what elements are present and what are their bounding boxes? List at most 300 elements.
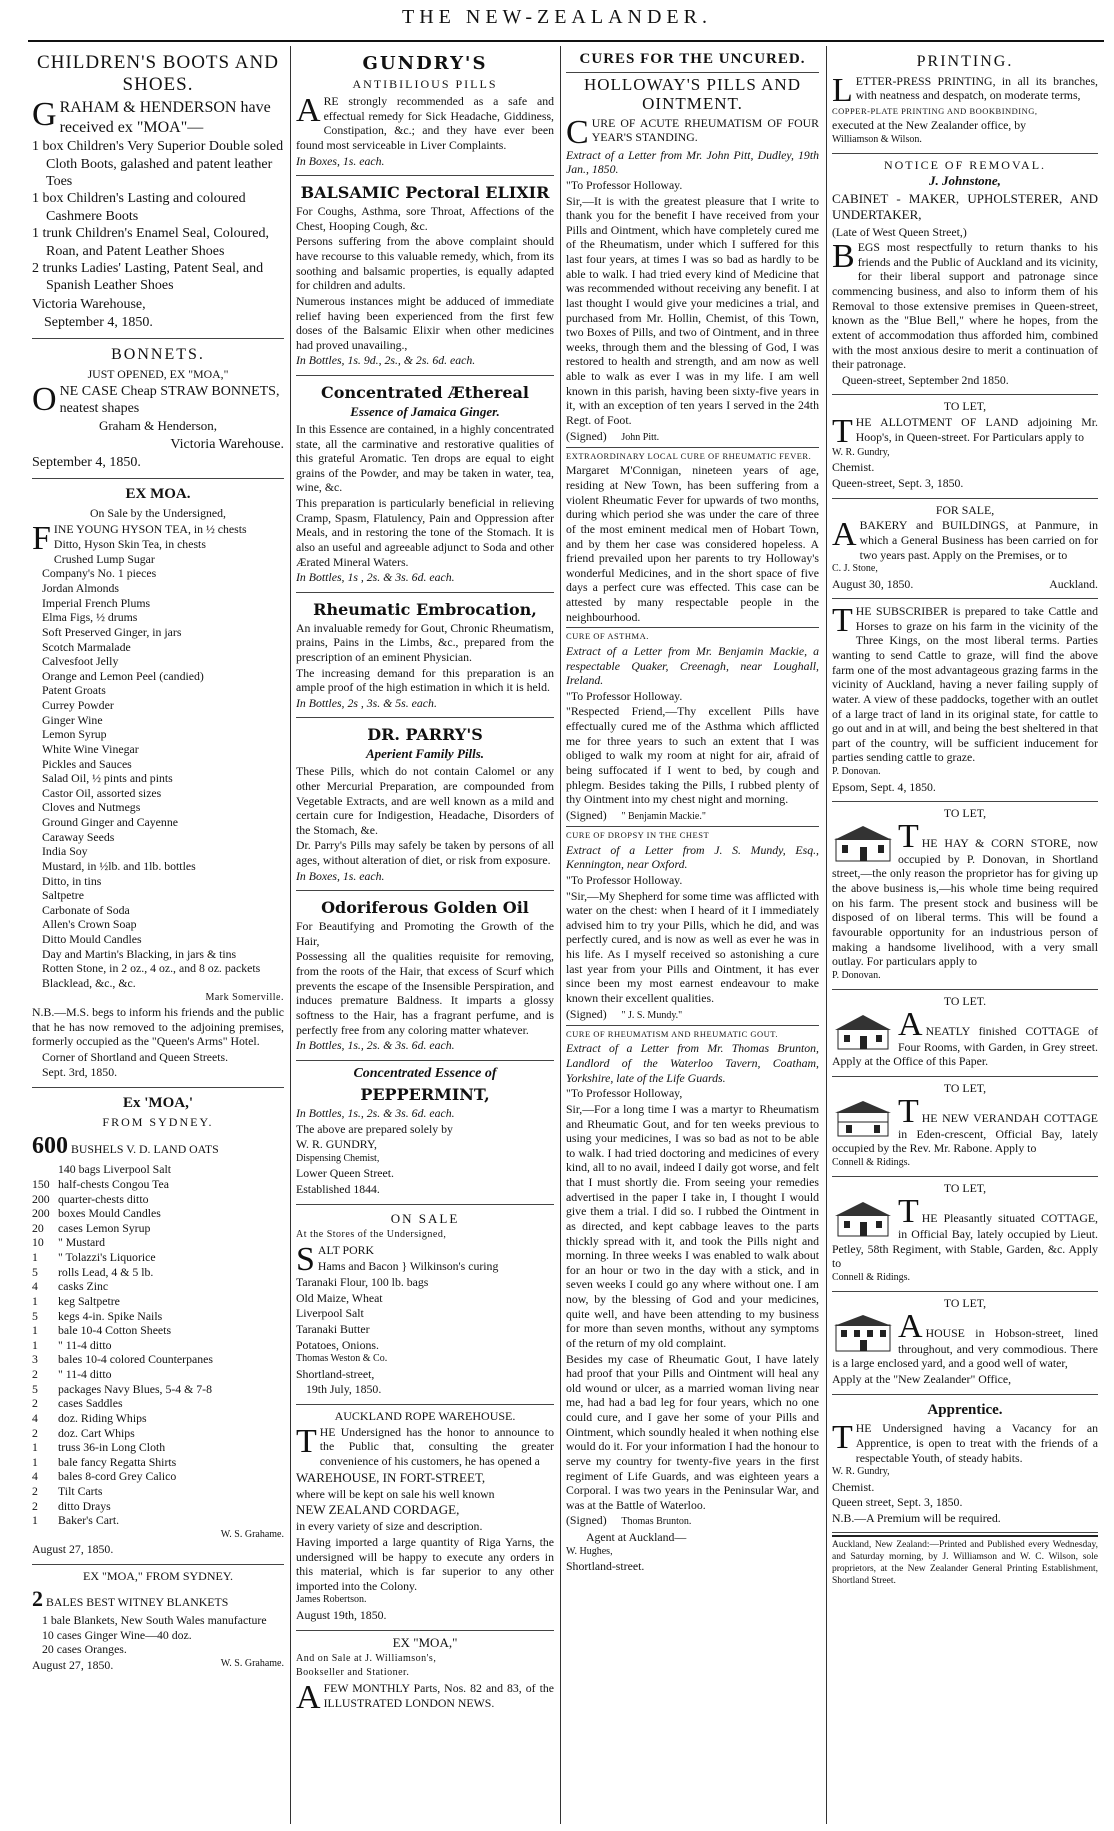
ad-price: In Bottles, 2s , 3s. & 5s. each.: [296, 695, 437, 710]
item-description: boxes Mould Candles: [58, 1206, 161, 1221]
store-illustration-icon: [832, 823, 894, 863]
ad-date: Queen street, Sept. 3, 1850.: [832, 1495, 963, 1510]
ad-to-let-official-bay: [832, 1177, 1098, 1292]
ad-note: (Late of West Queen Street,): [832, 224, 967, 239]
column-divider: [826, 46, 827, 1824]
ad-title: TO LET,: [943, 1181, 987, 1196]
ad-date: September 4, 1850.: [44, 314, 153, 330]
ad-rope-warehouse: [296, 1405, 554, 1631]
extract-line: Extract of a Letter from Mr. John Pitt, Dudley, 19th Jan., 1850.: [566, 147, 819, 177]
item-list: [32, 537, 284, 990]
list-item: Old Maize, Wheat: [296, 1290, 383, 1305]
ad-text: The above are prepared solely by: [296, 1121, 453, 1136]
item-description: keg Saltpetre: [58, 1293, 120, 1308]
section-title: CURE OF RHEUMATISM AND RHEUMATIC GOUT.: [566, 1028, 778, 1039]
ad-date: August 19th, 1850.: [296, 1607, 387, 1622]
ad-to-let-verandah: [832, 1077, 1098, 1177]
ad-subtitle: Essence of Jamaica Ginger.: [350, 403, 500, 419]
ad-date: August 27, 1850.: [32, 1542, 114, 1557]
ad-text: HE Undersigned having a Vacancy for an Apprentice, is open to treat with the friends of a respectable Youth, of steady habits.: [855, 1421, 1098, 1465]
list-item: India Soy: [42, 844, 88, 859]
item-quantity: 2: [32, 1498, 38, 1513]
item-description: doz. Riding Whips: [58, 1410, 147, 1425]
item-quantity: 2: [32, 1367, 38, 1381]
column-3: [566, 46, 819, 1824]
list-item: [32, 1206, 284, 1221]
ad-text: For Coughs, Asthma, sore Throat, Affections of the Chest, Hooping Cough, &c.: [296, 204, 554, 233]
ad-title: TO LET,: [943, 1081, 987, 1096]
list-item: [32, 1367, 284, 1382]
list-item: Company's No. 1 pieces: [42, 566, 157, 581]
list-item: BUSHELS V. D. LAND OATS: [70, 1141, 219, 1156]
ad-ex-moa-sydney: [32, 1088, 284, 1565]
ad-text: HE NEW VERANDAH COTTAGE in Eden-crescent, Official Bay, lately occupied by the Rev. Mr. Rabone. Apply to: [832, 1110, 1098, 1156]
ad-text: The increasing demand for this preparation is an ample proof of the high estimation in which it is held.: [296, 665, 554, 695]
signer-name: " Benjamin Mackie.": [621, 810, 706, 822]
ad-title: HOLLOWAY'S PILLS AND OINTMENT.: [583, 74, 801, 114]
list-item: Rotten Stone, in 2 oz., 4 oz., and 8 oz. packets: [42, 961, 261, 976]
item-description: bales 8-cord Grey Calico: [58, 1469, 177, 1484]
top-rule: [28, 40, 1104, 42]
list-item: Potatoes, Onions.: [296, 1337, 379, 1352]
ad-price: In Bottles, 1s , 2s. & 3s. 6d. each.: [296, 570, 455, 585]
item-description: half-chests Congou Tea: [58, 1176, 169, 1191]
list-item: Scotch Marmalade: [42, 639, 131, 654]
ad-address: Lower Queen Street.: [296, 1166, 394, 1181]
signed-label: (Signed): [566, 1006, 607, 1021]
ad-for-sale-bakery: [832, 499, 1098, 600]
ad-to-let-hobson-street: [832, 1292, 1098, 1395]
list-item: Elma Figs, ½ drums: [42, 610, 138, 625]
column-divider: [290, 46, 291, 1824]
ad-peppermint: [296, 1061, 554, 1205]
list-item: White Wine Vinegar: [42, 741, 139, 756]
list-item: Castor Oil, assorted sizes: [42, 785, 162, 800]
drop-cap: F: [32, 519, 51, 557]
ad-title: TO LET,: [943, 1296, 987, 1311]
ad-title: FOR SALE,: [935, 502, 995, 517]
ad-signer: Connell & Ridings.: [832, 1271, 911, 1283]
ad-text: FEW MONTHLY Parts, Nos. 82 and 83, of the ILLUSTRATED LONDON NEWS.: [323, 1681, 554, 1711]
list-item: 20 cases Oranges.: [42, 1642, 127, 1657]
verandah-cottage-illustration-icon: [832, 1098, 894, 1138]
ad-text: HE Pleasantly situated COTTAGE, in Official Bay, lately occupied by Lieut. Petley, 58th Regiment, with Stable, Garden, &c. Apply to: [832, 1210, 1098, 1271]
ad-price: In Bottles, 1s. 9d., 2s., & 2s. 6d. each.: [296, 353, 476, 368]
list-item: Carbonate of Soda: [42, 902, 130, 917]
ad-signer: Connell & Ridings.: [832, 1156, 911, 1168]
item-list: [32, 1162, 284, 1528]
drop-cap: T: [898, 817, 919, 855]
imprint: Auckland, New Zealand:—Printed and Published every Wednesday, and Saturday morning, by J. Williamson and W. C. Wilson, sole proprietors, at the New Zealander General Printing Establishment, Shortland Street.: [832, 1535, 1098, 1587]
list-item: [32, 1484, 284, 1499]
letter-salutation: "To Professor Holloway.: [566, 177, 683, 192]
list-item: 1 box Children's Very Superior Double soled Cloth Boots, galashed and patent leather Toes: [32, 139, 284, 190]
item-quantity: 150: [32, 1176, 50, 1191]
item-description: Baker's Cart.: [58, 1513, 120, 1528]
ad-gundry-pills: [296, 46, 554, 176]
ad-text: NE CASE Cheap STRAW BONNETS, neatest shapes: [59, 383, 280, 417]
letter-body: "Sir,—My Shepherd for some time was afflicted with water on the chest: when I heard of it I immediately advised him to try your Pills, which he did, and was perfectly cured, and is now as well as ever he was in his life. As I myself received so astonishing a cure last year from your Pills and Ointment, it has ever since been my most earnest endeavour to make known their excellent qualities.: [566, 888, 819, 1005]
ad-text: This preparation is particularly beneficial in relieving Cramp, Spasm, Flatulency, Pain and Oppression after Meals, and in restoring the tone of the Stomach. It is also an useful and agreeable adjunct to Soda and other Ærated Mineral Waters.: [296, 496, 554, 569]
item-quantity: 1: [32, 1513, 38, 1528]
agent-address: Shortland-street.: [566, 1558, 645, 1573]
column-4: [832, 46, 1098, 1824]
ad-title: BALSAMIC Pectoral ELIXIR: [300, 183, 550, 203]
ad-signer: W. S. Grahame.: [220, 1528, 284, 1540]
list-item: ALT PORK: [317, 1243, 374, 1257]
ad-apply: Apply at the "New Zealander" Office,: [832, 1372, 1012, 1387]
list-item: Imperial French Plums: [42, 595, 151, 610]
list-item: Day and Martin's Blacking, in jars & tins: [42, 946, 237, 961]
ad-to-let-cottage: [832, 990, 1098, 1077]
ad-title: AUCKLAND ROPE WAREHOUSE.: [334, 1408, 516, 1423]
list-item: [32, 1323, 284, 1338]
extract-line: Extract of a Letter from Mr. Benjamin Mackie, a respectable Quaker, Creenagh, near Loughall, Ireland.: [566, 643, 819, 688]
list-item: [32, 1382, 284, 1397]
item-description: 140 bags Liverpool Salt: [58, 1162, 172, 1177]
column-2: [296, 46, 554, 1824]
ad-parry-pills: [296, 718, 554, 891]
ad-text: where will be kept on sale his well known: [296, 1486, 495, 1501]
ad-firm: Graham & Henderson,: [98, 418, 218, 434]
item-description: " 11-4 ditto: [58, 1337, 112, 1352]
ad-place: Victoria Warehouse.: [170, 436, 284, 452]
ad-role: Chemist.: [832, 1479, 875, 1494]
ad-title: Ex 'MOA,': [123, 1095, 193, 1112]
ad-signer: P. Donovan.: [832, 766, 881, 778]
ad-title: ON SALE: [390, 1210, 460, 1226]
item-quantity: 5: [32, 1308, 38, 1323]
ad-established: Established 1844.: [296, 1181, 380, 1196]
ad-signer: P. Donovan.: [832, 969, 881, 981]
ad-to-let-allotment: [832, 395, 1098, 498]
ad-text: BAKERY and BUILDINGS, at Panmure, in which a General Business has been carried on for two years past. Apply on the Premises, or to: [859, 518, 1098, 562]
ad-text: An invaluable remedy for Gout, Chronic Rheumatism, prains, Pains in the Limbs, &c., prepared from the prescription of an eminent Physician.: [296, 620, 554, 664]
ad-signer: W. R. GUNDRY,: [296, 1137, 377, 1152]
letter-salutation: "To Professor Holloway.: [566, 872, 683, 887]
list-item: Patent Groats: [42, 683, 106, 698]
list-item: [32, 1294, 284, 1309]
ad-text: EGS most respectfully to return thanks to his friends and the Public of Auckland and its vicinity, for their liberal support and patronage since commencing business, and also to inform them of his Removal to those extensive premises in Queen-street, known as the "Blue Bell," where he hopes, from the extent of accommodation thus afforded him, combined with the most anxious desire to merit a continuation of their patronage.: [832, 240, 1098, 372]
ad-intro: On Sale by the Undersigned,: [90, 505, 226, 520]
list-item: [32, 1235, 284, 1250]
ad-ex-moa: [32, 479, 284, 1088]
item-quantity: 2: [32, 1425, 38, 1440]
ad-signer: James Robertson.: [296, 1594, 367, 1606]
list-item: Blacklead, &c., &c.: [42, 975, 136, 990]
drop-cap: S: [296, 1241, 315, 1278]
agent-label: Agent at Auckland—: [586, 1529, 687, 1544]
list-item: Liverpool Salt: [296, 1306, 364, 1321]
item-description: packages Navy Blues, 5-4 & 7-8: [58, 1381, 212, 1396]
list-item: [32, 1426, 284, 1441]
ad-balsamic-elixir: [296, 176, 554, 376]
list-item: [32, 1396, 284, 1411]
drop-cap: A: [832, 516, 857, 554]
ad-text: These Pills, which do not contain Calomel or any other Mercurial Preparation, are compounded from Vegetable Extracts, and are well known as a mild and certain cure for Indigestion, Headache, Disorders of the Stomach, &e.: [296, 764, 554, 837]
drop-cap: A: [296, 92, 321, 130]
ad-to-let-hay-store: [832, 802, 1098, 990]
list-item: Orange and Lemon Peel (candied): [42, 668, 204, 683]
ad-text: Numerous instances might be adduced of immediate relief having been experienced from the first few doses of the Balsamic Elixir when other medicines had proved unavailing.,: [296, 293, 554, 352]
ad-ginger-essence: [296, 376, 554, 593]
signer-name: " J. S. Mundy.": [621, 1009, 683, 1021]
list-item: BALES BEST WITNEY BLANKETS: [45, 1594, 229, 1609]
list-item: Jordan Almonds: [42, 581, 120, 596]
signed-label: (Signed): [566, 428, 607, 443]
ad-subtitle: ANTIBILIOUS PILLS: [352, 77, 498, 92]
ad-text: HE HAY & CORN STORE, now occupied by P. Donovan, in Shortland street,—the only reason the proprietor has for giving up the above business is,—his whole time being required on his farm. The present stock and business will be disposed of on liberal terms. This will be found a favourable opportunity for an industrious person of making a handsome livelihood, with a very small outlay. For particulars apply to: [832, 835, 1098, 969]
list-item: [32, 1411, 284, 1426]
ad-title: Apprentice.: [927, 1401, 1003, 1418]
ad-text: HOUSE in Hobson-street, lined throughout, and very commodious. There is a large enclosed yard, and a good well of water,: [832, 1325, 1098, 1371]
ad-title: TO LET,: [943, 399, 987, 414]
extract-line: Extract of a Letter from Mr. Thomas Brunton, Landlord of the Waterloo Tavern, Coatham, Yorkshire, late of the Life Guards.: [566, 1041, 819, 1085]
ad-lead: RAHAM & HENDERSON have received ex "MOA"—: [59, 98, 271, 136]
ad-text: ETTER-PRESS PRINTING, in all its branches, with neatness and despatch, on moderate terms,: [855, 73, 1098, 103]
ad-on-sale: [296, 1205, 554, 1405]
ad-address: Corner of Shortland and Queen Streets.: [42, 1049, 229, 1064]
item-quantity: 1: [32, 1293, 38, 1308]
section-title: EXTRAORDINARY LOCAL CURE OF RHEUMATIC FEVER.: [566, 450, 812, 461]
list-item: Lemon Syrup: [42, 727, 107, 742]
ad-text: Having imported a large quantity of Riga Yarns, the undersigned will be happy to execute any orders in this material, which is far superior to any other imported into the Colony.: [296, 1534, 554, 1593]
drop-cap: A: [898, 1005, 923, 1043]
list-item: Ditto, Hyson Skin Tea, in chests: [53, 537, 206, 552]
list-item: [32, 1499, 284, 1514]
ad-highlight: NEW ZEALAND CORDAGE,: [296, 1502, 460, 1518]
drop-cap: T: [898, 1192, 919, 1230]
item-quantity: 200: [32, 1206, 50, 1221]
list-item: 1 box Children's Lasting and coloured Cashmere Boots: [32, 191, 246, 224]
drop-cap: T: [832, 413, 853, 451]
ad-signer: C. J. Stone,: [832, 563, 878, 575]
item-description: " Mustard: [58, 1235, 106, 1250]
ad-blankets: [32, 1565, 284, 1680]
item-description: " Tolazzi's Liquorice: [58, 1250, 156, 1264]
item-quantity: 1: [32, 1440, 38, 1455]
ad-text: HE SUBSCRIBER is prepared to take Cattle and Horses to graze on his farm in the vicinity of the Three Kings, on the most liberal terms. Parties wanting to send Cattle to graze, will find the above farm one of the most advantageous grazing farms in the vicinity of Auckland, having a never failing supply of water. A view of these paddocks, together with an outlet of a large tract of land in its original state, for cattle to go out and in at will, and being the best sheltered in that part of the country, will be sufficient inducement for parties sending cattle to graze.: [832, 604, 1098, 765]
drop-cap: L: [832, 71, 853, 109]
ad-role: Dispensing Chemist,: [296, 1152, 380, 1164]
list-item: Saltpetre: [42, 888, 84, 903]
ad-date: August 30, 1850.: [832, 576, 914, 591]
ad-title: EX "MOA," FROM SYDNEY.: [83, 1568, 233, 1583]
item-quantity: 5: [32, 1264, 38, 1279]
item-description: quarter-chests ditto: [58, 1191, 149, 1206]
ad-text: In this Essence are contained, in a highly concentrated state, all the carminative and restorative qualities of this grateful Aromatic. Ten drops are equal to eight grains of the Powder, and may be taken in water, tea, wine, &c.: [296, 421, 554, 495]
drop-cap: T: [898, 1092, 919, 1130]
column-divider: [560, 46, 561, 1824]
ad-removal: [832, 154, 1098, 395]
letter-body: "Respected Friend,—Thy excellent Pills have effectually cured me of the Asthma which afflicted me for three years to such an extent that I was obliged to walk my room at night for air, afraid of being suffocated if I went to bed, by cough and phlegm. Besides taking the Pills, I rubbed plenty of thy Ointment into my chest night and morning.: [566, 704, 819, 807]
masthead-title: THE NEW-ZEALANDER.: [402, 6, 712, 28]
house-illustration-icon: [832, 1313, 894, 1353]
list-item: Mustard, in ½lb. and 1lb. bottles: [42, 858, 196, 873]
list-item: Currey Powder: [42, 698, 114, 713]
ad-signer: Williamson & Wilson.: [832, 133, 922, 145]
item-quantity: 10: [32, 1235, 44, 1250]
ad-text: NEATLY finished COTTAGE of Four Rooms, with Garden, in Grey street. Apply at the Office of this Paper.: [832, 1023, 1098, 1069]
item-description: rolls Lead, 4 & 5 lb.: [58, 1264, 154, 1279]
ad-date: Epsom, Sept. 4, 1850.: [832, 779, 936, 794]
item-description: cases Saddles: [58, 1396, 123, 1411]
list-item: [32, 1469, 284, 1484]
drop-cap: G: [32, 95, 57, 133]
item-quantity: 4: [32, 1410, 38, 1425]
ad-date: Queen-street, Sept. 3, 1850.: [832, 476, 964, 491]
list-item: [32, 1352, 284, 1367]
ad-text: HE ALLOTMENT OF LAND adjoining Mr. Hoop's, in Queen-street. For Particulars apply to: [855, 415, 1098, 444]
cottage-illustration-icon: [832, 1011, 894, 1051]
ad-subtitle: JUST OPENED, EX "MOA,": [87, 367, 229, 382]
ad-highlight: COPPER-PLATE PRINTING AND BOOKBINDING,: [832, 105, 1038, 116]
drop-cap: T: [832, 1419, 853, 1457]
ad-title: PRINTING.: [916, 53, 1014, 70]
letter-body: Sir,—For a long time I was a martyr to Rheumatism and Rheumatic Gout, and for ten weeks previous to using your medicines, I was so bad as not to be able to walk. I had tried doctoring and medicines of every kind, all to no avail, indeed I daily got worse, and felt that I must shortly die. From seeing your remedies advertised in the paper I take in, I thought I would give them a trial. I did so. I rubbed the Ointment in as directed, and kept cabbage leaves to the parts thickly spread with it, and took the Pills night and morning. In three weeks I was enabled to walk about for an hour or two in the day with a stick, and in seven weeks I could go any where without one. I am now, by the blessing of God and your medicines, quite well, and have been attending to my business for more than seven months, without any symptoms of the return of my old complaint.: [566, 1101, 819, 1350]
drop-cap: T: [296, 1422, 317, 1460]
list-item: 1 bale Blankets, New South Wales manufacture: [42, 1613, 267, 1628]
ad-role: Chemist.: [832, 460, 875, 475]
item-quantity: 200: [32, 1191, 50, 1206]
ad-date: 19th July, 1850.: [306, 1382, 382, 1397]
list-item: [32, 1279, 284, 1294]
drop-cap: A: [296, 1679, 321, 1717]
ad-date: August 27, 1850.: [32, 1657, 114, 1672]
item-quantity: 1: [32, 1250, 38, 1264]
list-item: [32, 1221, 284, 1236]
list-item: Taranaki Butter: [296, 1321, 370, 1336]
list-item: Ground Ginger and Cayenne: [42, 815, 178, 830]
item-quantity: 4: [32, 1469, 38, 1484]
ad-subtitle: PEPPERMINT,: [360, 1085, 490, 1105]
item-description: casks Zinc: [58, 1279, 109, 1294]
item-description: cases Lemon Syrup: [58, 1220, 151, 1235]
ad-subtitle: Bookseller and Stationer.: [296, 1667, 410, 1678]
drop-cap: C: [566, 113, 589, 151]
ad-signer: Thomas Weston & Co.: [296, 1353, 388, 1365]
ad-subtitle: FROM SYDNEY.: [102, 1114, 214, 1129]
ad-printing: [832, 46, 1098, 154]
letter-body: Besides my case of Rheumatic Gout, I have lately had proof that your Pills and Ointment will heal any old wound or ulcer, as a married woman living near me, had had a bad leg for four years, which no one could cure, and I gave her some of your Pills and Ointment, which soundly healed it when nothing else would do it. For your information I had the honour to serve my country for twenty-five years in the first regiment of Life Guards, and was eighteen years a Corporal. I was two years in the Peninsular War, and was at the Battle of Waterloo.: [566, 1351, 819, 1512]
ad-note: N.B.—A Premium will be required.: [832, 1510, 1001, 1525]
item-description: ditto Drays: [58, 1498, 111, 1513]
ad-grazing: [832, 599, 1098, 802]
ad-title: Odoriferous Golden Oil: [321, 898, 529, 918]
ad-price: In Bottles, 1s., 2s. & 3s. 6d. each.: [296, 1038, 455, 1053]
item-quantity: 3: [32, 1352, 38, 1367]
drop-cap: O: [32, 380, 57, 418]
item-description: kegs 4-in. Spike Nails: [58, 1308, 163, 1323]
list-item: [32, 1338, 284, 1353]
item-description: bale 10-4 Cotton Sheets: [58, 1323, 172, 1338]
ad-title: Concentrated Essence of: [353, 1065, 497, 1081]
ad-subtitle: At the Stores of the Undersigned,: [296, 1228, 447, 1240]
list-item: Ditto Mould Candles: [42, 932, 142, 947]
ad-title: CHILDREN'S BOOTS AND SHOES.: [37, 52, 279, 95]
ad-note: N.B.—M.S. begs to inform his friends and the public that he has now removed to the adjoining premises, formerly occupied as the "Queen's Arms" Hotel.: [32, 1004, 284, 1049]
ad-title: DR. PARRY'S: [367, 725, 483, 745]
ad-title: Concentrated Æthereal: [321, 383, 529, 403]
column-1: [32, 46, 284, 1824]
ad-childrens-boots: [32, 46, 284, 339]
signed-label: (Signed): [566, 1513, 607, 1528]
ad-subtitle: And on Sale at J. Williamson's,: [296, 1652, 437, 1664]
ad-title: Rheumatic Embrocation,: [313, 599, 537, 619]
list-item: [32, 1440, 284, 1455]
list-item: Calvesfoot Jelly: [42, 654, 119, 669]
first-quantity: 2: [32, 1585, 43, 1611]
ad-text: executed at the New Zealander office, by: [832, 118, 1027, 133]
signer-name: Thomas Brunton.: [621, 1516, 692, 1528]
signed-label: (Signed): [566, 807, 607, 822]
item-quantity: 1: [32, 1454, 38, 1469]
drop-cap: B: [832, 238, 855, 276]
ad-price: In Boxes, 1s. each.: [296, 153, 385, 168]
section-title: CURE OF DROPSY IN THE CHEST: [566, 830, 710, 841]
ad-title: EX MOA.: [125, 486, 191, 503]
list-item: Ditto, in tins: [42, 873, 102, 888]
list-item: [32, 1513, 284, 1528]
drop-cap: A: [898, 1307, 923, 1345]
list-item: Caraway Seeds: [42, 829, 115, 844]
item-description: bale fancy Regatta Shirts: [58, 1454, 177, 1469]
ad-bonnets: [32, 339, 284, 479]
list-item: [32, 1309, 284, 1324]
ad-title: EX "MOA,": [392, 1634, 458, 1650]
ad-date: Queen-street, September 2nd 1850.: [842, 372, 1009, 387]
list-item: 1 trunk Children's Enamel Seal, Coloured, Roan, and Patent Leather Shoes: [32, 226, 269, 259]
item-description: bales 10-4 colored Counterpanes: [58, 1352, 213, 1367]
item-quantity: 4: [32, 1279, 38, 1294]
ad-signer: W. R. Gundry,: [832, 1466, 890, 1478]
ad-text: in every variety of size and description.: [296, 1519, 483, 1534]
first-quantity: 600: [32, 1132, 68, 1159]
list-item: [32, 1455, 284, 1470]
item-description: doz. Cart Whips: [58, 1425, 135, 1440]
list-item: Soft Preserved Ginger, in jars: [42, 624, 182, 639]
ad-subtitle: Aperient Family Pills.: [365, 746, 485, 762]
item-quantity: 2: [32, 1484, 38, 1498]
ad-price: In Bottles, 1s., 2s. & 3s. 6d. each.: [296, 1105, 455, 1120]
item-quantity: 1: [32, 1337, 38, 1352]
ad-text: RE strongly recommended as a safe and effectual remedy for Sick Headache, Giddiness, Constipation, &c.; and they have ever been found most serviceable in Liver Complaints.: [296, 94, 554, 153]
item-quantity: 20: [32, 1220, 44, 1235]
ad-golden-oil: [296, 891, 554, 1060]
list-item: [32, 1162, 284, 1177]
list-item: Salad Oil, ½ pints and pints: [42, 771, 173, 786]
cottage-illustration-icon: [832, 1198, 894, 1238]
item-quantity: 1: [32, 1323, 38, 1338]
letter-body: Margaret M'Connigan, nineteen years of age, residing at New Town, has been suffering from a violent Rheumatic Fever for upwards of two months, during which period she was under the care of three of the most eminent medical men of Hobart Town, and by them her case was considered hopeless. A friend prevailed upon her parents to try Holloway's wonderful Medicines, and in the short space of five days a perfect cure was effected. This case can be attested by many respectable people in the neighbourhood.: [566, 463, 819, 624]
ad-header: CURES FOR THE UNCURED.: [566, 50, 819, 73]
ad-text: For Beautifying and Promoting the Growth of the Hair,: [296, 919, 554, 948]
list-item: 2 trunks Ladies' Lasting, Patent Seal, and Spanish Leather Shoes: [32, 260, 264, 294]
drop-cap: T: [832, 602, 853, 640]
extract-line: Extract of a Letter from J. S. Mundy, Esq., Kennington, near Oxford.: [566, 842, 819, 872]
ad-signer: W. R. Gundry,: [832, 447, 890, 459]
list-item: Taranaki Flour, 100 lb. bags: [296, 1275, 429, 1289]
ad-name: J. Johnstone,: [929, 173, 1001, 189]
ad-text: Dr. Parry's Pills may safely be taken by persons of all ages, without alteration of diet, or risk from exposure.: [296, 838, 554, 868]
ad-title: NOTICE OF REMOVAL.: [883, 158, 1047, 173]
item-description: Tilt Carts: [58, 1484, 103, 1498]
item-quantity: 2: [32, 1396, 38, 1411]
ad-address: Shortland-street,: [296, 1366, 375, 1381]
item-description: " 11-4 ditto: [58, 1367, 112, 1381]
ad-place: Auckland.: [1049, 576, 1098, 591]
agent-name: W. Hughes,: [566, 1545, 613, 1557]
